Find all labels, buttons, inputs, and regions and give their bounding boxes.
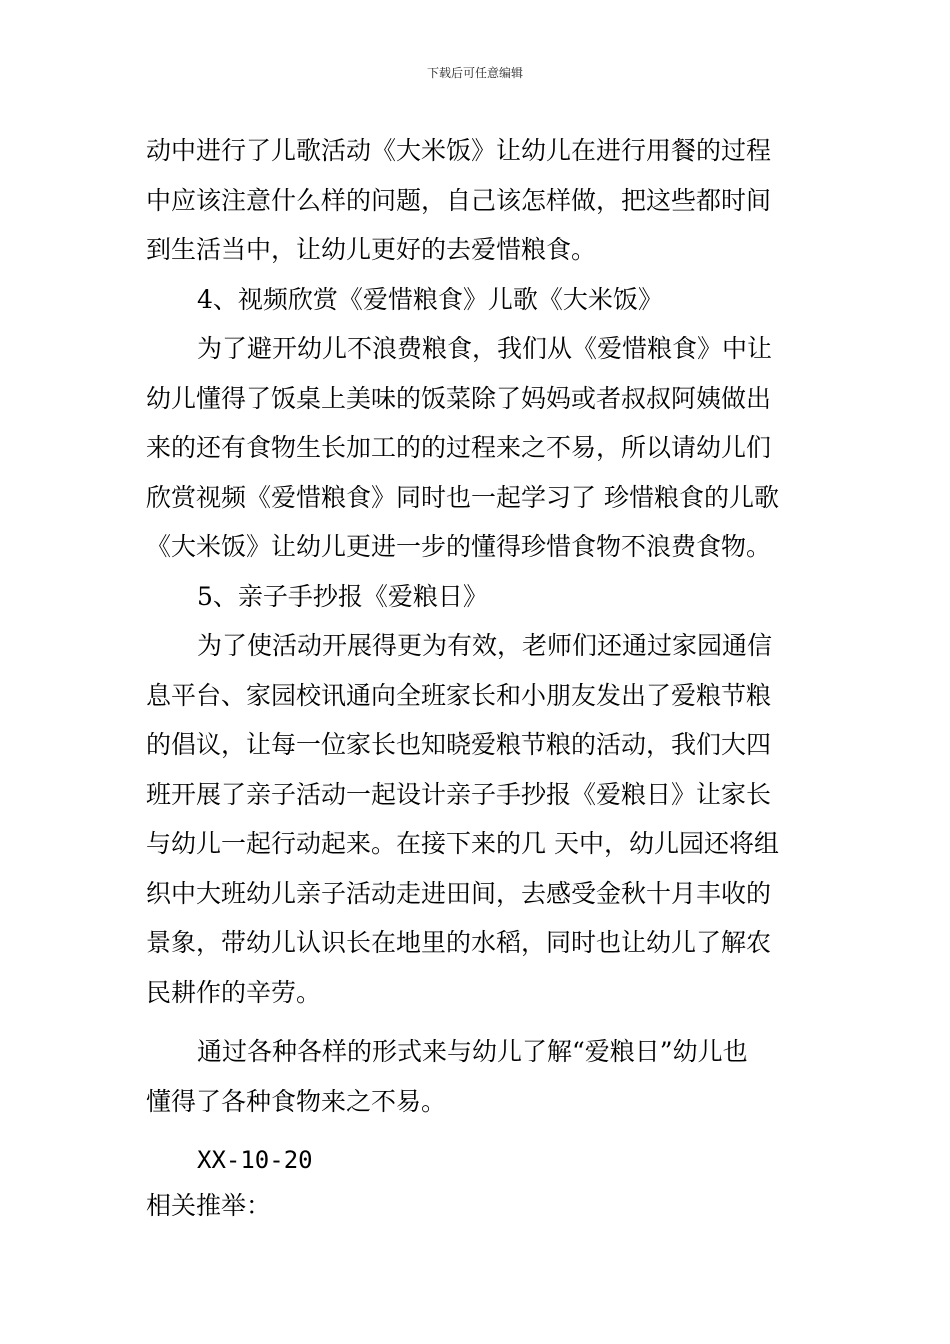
related-recommendations-label: 相关推举： bbox=[146, 1190, 272, 1220]
paragraph-video bbox=[146, 324, 808, 572]
text-line: 欣赏视频《爱惜粮食》同时也一起学习了 珍惜粮食的儿歌 bbox=[146, 482, 779, 512]
text-line: 《大米饭》让幼儿更进一步的懂得珍惜食物不浪费食物。 bbox=[146, 532, 772, 561]
document-date: XX-10-20 bbox=[197, 1146, 313, 1174]
text-line: 民耕作的辛劳。 bbox=[146, 977, 322, 1007]
text-line: 织中大班幼儿亲子活动走进田间，去感受金秋十月丰收的 bbox=[146, 878, 772, 908]
text-line: 中应该注意什么样的问题，自己该怎样做，把这些都时间 bbox=[146, 185, 772, 215]
text-line: 与幼儿一起行动起来。在接下来的几 天中，幼儿园还将组 bbox=[146, 829, 779, 858]
text-line: 幼儿懂得了饭桌上美味的饭菜除了妈妈或者叔叔阿姨做出 bbox=[146, 383, 772, 413]
text-line: 通过各种各样的形式来与幼儿了解“爱粮日”幼儿也 bbox=[197, 1037, 748, 1066]
section-heading-5: 5、亲子手抄报《爱粮日》 bbox=[197, 581, 488, 611]
section-heading-4: 4、视频欣赏《爱惜粮食》儿歌《大米饭》 bbox=[197, 284, 663, 314]
text-line: 来的还有食物生长加工的的过程来之不易，所以请幼儿们 bbox=[146, 433, 772, 462]
text-line: 为了使活动开展得更为有效，老师们还通过家园通信 bbox=[197, 631, 773, 660]
text-line: 到生活当中，让幼儿更好的去爱惜粮食。 bbox=[146, 235, 597, 264]
text-line: 景象，带幼儿认识长在地里的水稻，同时也让幼儿了解农 bbox=[146, 928, 772, 957]
page-header: 下载后可任意编辑 bbox=[426, 66, 523, 80]
text-line: 的倡议，让每一位家长也知晓爱粮节粮的活动，我们大四 bbox=[146, 730, 772, 759]
paragraph-continuation bbox=[146, 126, 808, 275]
text-line: 为了避开幼儿不浪费粮食，我们从《爱惜粮食》中让 bbox=[197, 334, 773, 363]
text-line: 动中进行了儿歌活动《大米饭》让幼儿在进行用餐的过程 bbox=[146, 136, 772, 165]
paragraph-summary bbox=[146, 1027, 808, 1126]
paragraph-handcopy bbox=[146, 621, 808, 1017]
text-line: 懂得了各种食物来之不易。 bbox=[146, 1086, 447, 1116]
text-line: 班开展了亲子活动一起设计亲子手抄报《爱粮日》让家长 bbox=[146, 779, 772, 809]
text-line: 息平台、家园校讯通向全班家长和小朋友发出了爱粮节粮 bbox=[146, 680, 772, 710]
document-body bbox=[146, 126, 808, 1226]
